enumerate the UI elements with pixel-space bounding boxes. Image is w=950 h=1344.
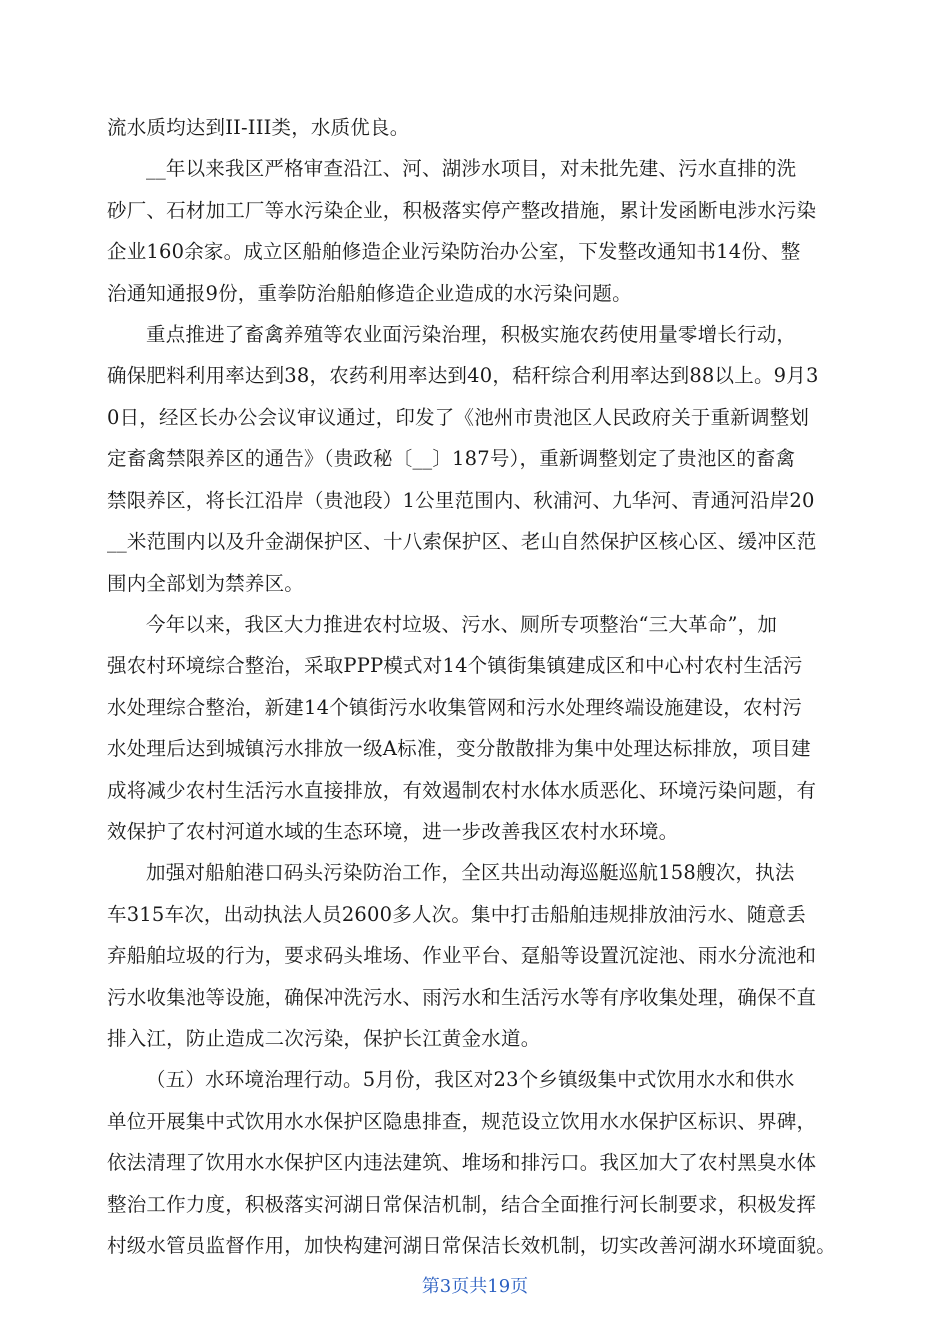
- text-line: 污水收集池等设施，确保冲洗污水、雨污水和生活污水等有序收集处理，确保不直: [107, 985, 817, 1009]
- text-line: 弃船舶垃圾的行为，要求码头堆场、作业平台、趸船等设置沉淀池、雨水分流池和: [107, 944, 817, 968]
- text-line: 禁限养区，将长江沿岸（贵池段）1公里范围内、秋浦河、九华河、青通河沿岸20: [107, 488, 815, 512]
- text-line: 排入江，防止造成二次污染，保护长江黄金水道。: [107, 1027, 541, 1050]
- text-line: 流水质均达到II-III类，水质优良。: [107, 116, 410, 139]
- text-line: 确保肥料利用率达到38，农药利用率达到40，秸秆综合利用率达到88以上。9月3: [107, 364, 819, 388]
- text-line: 成将减少农村生活污水直接排放，有效遏制农村水体水质恶化、环境污染问题，有: [107, 778, 817, 802]
- paragraph-first-line: 重点推进了畜禽养殖等农业面污染治理，积极实施农药使用量零增长行动，: [146, 323, 797, 346]
- text-line: 0日，经区长办公会议审议通过，印发了《池州市贵池区人民政府关于重新调整划: [107, 405, 810, 429]
- text-line: 定畜禽禁限养区的通告》（贵政秘〔__〕187号），重新调整划定了贵池区的畜禽: [107, 447, 796, 471]
- paragraph-first-line: 今年以来，我区大力推进农村垃圾、污水、厕所专项整治“三大革命”，加: [146, 612, 778, 636]
- text-line: 效保护了农村河道水域的生态环境，进一步改善我区农村水环境。: [107, 819, 679, 843]
- text-line: 水处理后达到城镇污水排放一级A标准，变分散散排为集中处理达标排放，项目建: [107, 737, 811, 761]
- paragraph-first-line: （五）水环境治理行动。5月份，我区对23个乡镇级集中式饮用水水和供水: [146, 1068, 795, 1092]
- text-line: __米范围内以及升金湖保护区、十八索保护区、老山自然保护区核心区、缓冲区范: [107, 530, 817, 554]
- text-line: 围内全部划为禁养区。: [107, 571, 305, 595]
- text-line: 车315车次，出动执法人员2600多人次。集中打击船舶违规排放油污水、随意丢: [107, 902, 806, 926]
- text-line: 治通知通报9份，重拳防治船舶修造企业造成的水污染问题。: [107, 281, 632, 305]
- text-line: 砂厂、石材加工厂等水污染企业，积极落实停产整改措施，累计发函断电涉水污染: [107, 198, 817, 222]
- text-line: 水处理综合整治，新建14个镇街污水收集管网和污水处理终端设施建设，农村污: [107, 695, 803, 719]
- paragraph-first-line: __年以来我区严格审查沿江、河、湖涉水项目，对未批先建、污水直排的洗: [146, 157, 797, 181]
- page-number-footer: 第3页共19页: [421, 1276, 529, 1297]
- text-line: 依法清理了饮用水水保护区内违法建筑、堆场和排污口。我区加大了农村黑臭水体: [107, 1151, 817, 1175]
- text-line: 强农村环境综合整治，采取PPP模式对14个镇街集镇建成区和中心村农村生活污: [107, 654, 803, 678]
- text-line: 整治工作力度，积极落实河湖日常保洁机制，结合全面推行河长制要求，积极发挥: [107, 1192, 817, 1216]
- text-line: 企业160余家。成立区船舶修造企业污染防治办公室，下发整改通知书14份、整: [107, 240, 801, 264]
- paragraph-first-line: 加强对船舶港口码头污染防治工作，全区共出动海巡艇巡航158艘次，执法: [146, 861, 795, 885]
- text-line: 单位开展集中式饮用水水保护区隐患排查，规范设立饮用水水保护区标识、界碑，: [107, 1109, 817, 1133]
- text-line: 村级水管员监督作用，加快构建河湖日常保洁长效机制，切实改善河湖水环境面貌。: [107, 1234, 836, 1257]
